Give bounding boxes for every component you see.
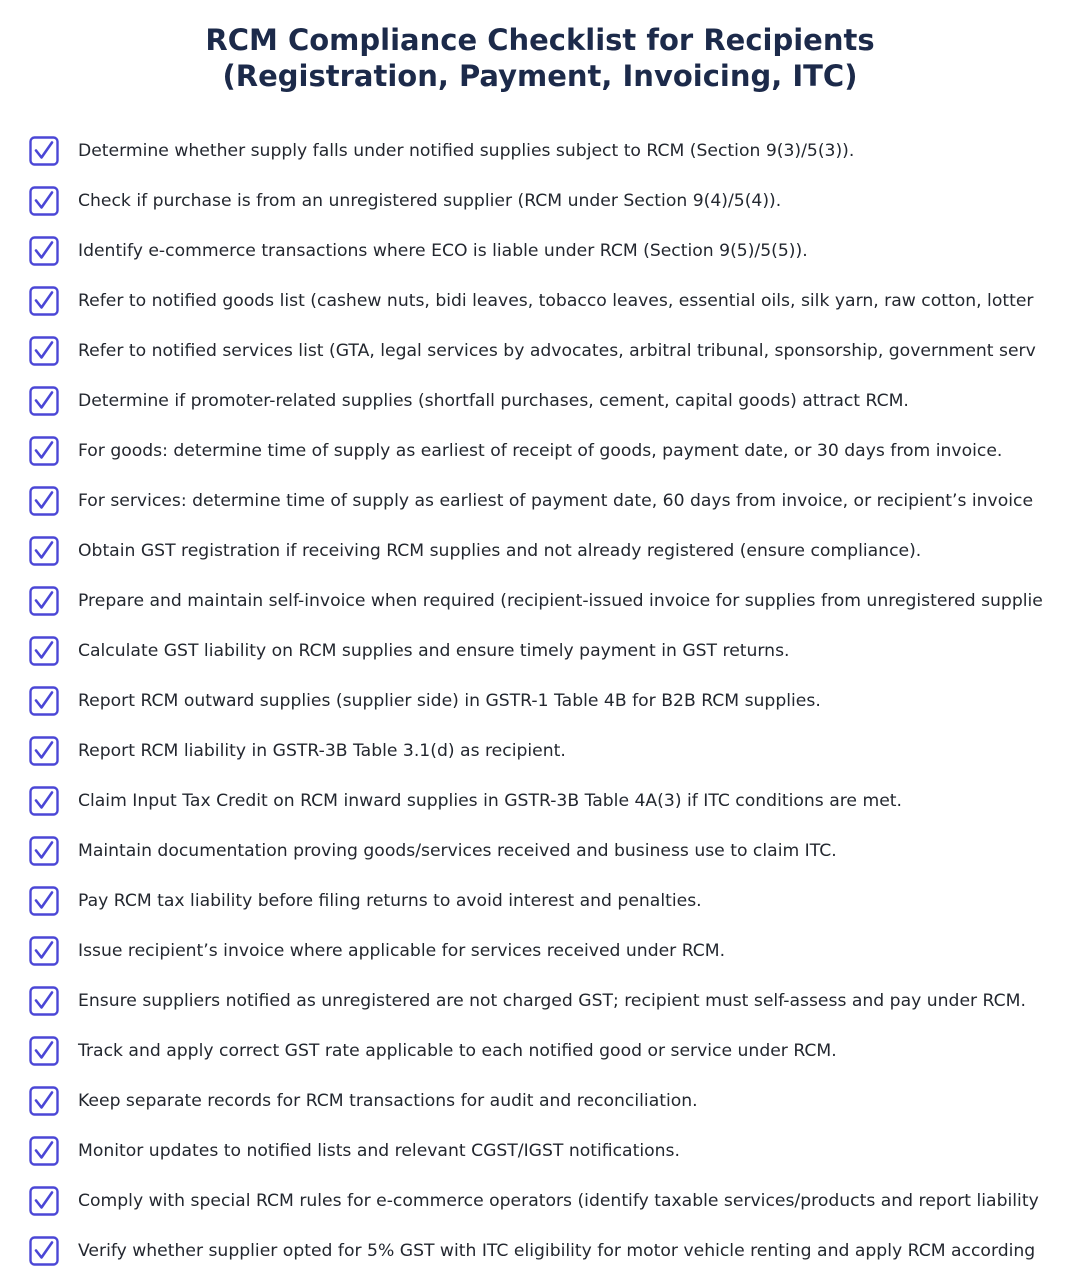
checklist-item-label: Comply with special RCM rules for e-commerce operators (identify taxable services/products and report liability [78,1191,1039,1211]
checklist-item [0,326,1080,376]
checked-checkbox-icon[interactable] [29,836,59,866]
checked-checkbox-icon[interactable] [29,536,59,566]
checklist-item-label: For services: determine time of supply as earliest of payment date, 60 days from invoice, or recipient’s invoice [78,491,1034,511]
checklist [0,126,1080,1276]
checklist-item [0,226,1080,276]
checked-checkbox-icon[interactable] [29,386,59,416]
checklist-item-label: Monitor updates to notified lists and relevant CGST/IGST notifications. [78,1141,680,1161]
checklist-item-label: Determine whether supply falls under notified supplies subject to RCM (Section 9(3)/5(3)). [78,141,855,161]
checklist-item-label: Calculate GST liability on RCM supplies and ensure timely payment in GST returns. [78,641,790,661]
checklist-item-label: For goods: determine time of supply as earliest of receipt of goods, payment date, or 30 days from invoice. [78,441,1003,461]
checked-checkbox-icon[interactable] [29,886,59,916]
checked-checkbox-icon[interactable] [29,736,59,766]
checklist-item-label: Refer to notified goods list (cashew nuts, bidi leaves, tobacco leaves, essential oils, silk yarn, raw cotton, lotter [78,291,1034,311]
checked-checkbox-icon[interactable] [29,1136,59,1166]
checked-checkbox-icon[interactable] [29,1236,59,1266]
checklist-item-label: Refer to notified services list (GTA, legal services by advocates, arbitral tribunal, sponsorship, government serv [78,341,1036,361]
checklist-item [0,476,1080,526]
checklist-item-label: Determine if promoter-related supplies (shortfall purchases, cement, capital goods) attract RCM. [78,391,909,411]
checked-checkbox-icon[interactable] [29,136,59,166]
checklist-item [0,1176,1080,1226]
checked-checkbox-icon[interactable] [29,1036,59,1066]
checklist-item-label: Claim Input Tax Credit on RCM inward supplies in GSTR-3B Table 4A(3) if ITC conditions are met. [78,791,902,811]
checked-checkbox-icon[interactable] [29,636,59,666]
checklist-item [0,876,1080,926]
checked-checkbox-icon[interactable] [29,586,59,616]
checklist-item [0,1126,1080,1176]
checklist-item-label: Identify e-commerce transactions where ECO is liable under RCM (Section 9(5)/5(5)). [78,241,808,261]
checklist-item [0,376,1080,426]
checklist-item [0,1226,1080,1276]
checked-checkbox-icon[interactable] [29,236,59,266]
checklist-item [0,676,1080,726]
checklist-item-label: Obtain GST registration if receiving RCM supplies and not already registered (ensure compliance). [78,541,922,561]
checklist-item-label: Issue recipient’s invoice where applicable for services received under RCM. [78,941,726,961]
checklist-item [0,1026,1080,1076]
checklist-item [0,826,1080,876]
checklist-item-label: Keep separate records for RCM transactions for audit and reconciliation. [78,1091,698,1111]
title-line-1: RCM Compliance Checklist for Recipients [205,23,875,57]
checked-checkbox-icon[interactable] [29,686,59,716]
checklist-item [0,976,1080,1026]
checked-checkbox-icon[interactable] [29,286,59,316]
checked-checkbox-icon[interactable] [29,486,59,516]
checked-checkbox-icon[interactable] [29,1086,59,1116]
checklist-item [0,776,1080,826]
checked-checkbox-icon[interactable] [29,336,59,366]
checked-checkbox-icon[interactable] [29,436,59,466]
checklist-item [0,176,1080,226]
checklist-item [0,276,1080,326]
checklist-item-label: Report RCM outward supplies (supplier side) in GSTR-1 Table 4B for B2B RCM supplies. [78,691,821,711]
checklist-item-label: Prepare and maintain self-invoice when required (recipient-issued invoice for supplies from unregistered supplie [78,591,1043,611]
checklist-item-label: Track and apply correct GST rate applicable to each notified good or service under RCM. [78,1041,837,1061]
checklist-item-label: Verify whether supplier opted for 5% GST with ITC eligibility for motor vehicle renting and apply RCM according [78,1241,1036,1261]
checklist-item [0,926,1080,976]
checklist-item [0,726,1080,776]
checklist-item-label: Report RCM liability in GSTR-3B Table 3.1(d) as recipient. [78,741,566,761]
checked-checkbox-icon[interactable] [29,1186,59,1216]
checklist-item-label: Check if purchase is from an unregistered supplier (RCM under Section 9(4)/5(4)). [78,191,782,211]
checklist-item-label: Pay RCM tax liability before filing returns to avoid interest and penalties. [78,891,702,911]
page-title [0,22,1080,94]
checklist-item-label: Ensure suppliers notified as unregistered are not charged GST; recipient must self-assess and pay under RCM. [78,991,1026,1011]
checklist-item [0,576,1080,626]
checked-checkbox-icon[interactable] [29,986,59,1016]
title-line-2: (Registration, Payment, Invoicing, ITC) [222,59,858,93]
checked-checkbox-icon[interactable] [29,936,59,966]
checklist-item [0,626,1080,676]
checked-checkbox-icon[interactable] [29,186,59,216]
checklist-item [0,1076,1080,1126]
checklist-item-label: Maintain documentation proving goods/services received and business use to claim ITC. [78,841,837,861]
checklist-item [0,526,1080,576]
checklist-item [0,126,1080,176]
checklist-item [0,426,1080,476]
checked-checkbox-icon[interactable] [29,786,59,816]
